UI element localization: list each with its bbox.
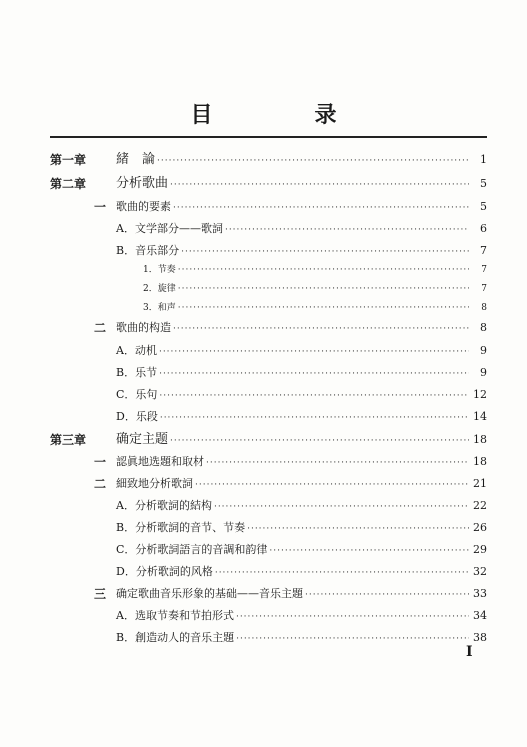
- toc-entry-title: 3．和声: [143, 303, 176, 313]
- toc-entry-title: D．乐段: [116, 410, 158, 423]
- toc-entry-page: 7: [480, 244, 487, 257]
- dot-leader: [236, 607, 469, 627]
- toc-entry-title: A．文学部分——歌詞: [116, 222, 223, 235]
- dot-leader: [195, 475, 469, 495]
- toc-entry-page: 5: [480, 177, 487, 190]
- toc-entry-title: 2．旋律: [143, 284, 176, 294]
- toc-entry-page: 21: [473, 477, 487, 490]
- toc-entry-page: 18: [473, 433, 487, 446]
- toc-entry: [0, 279, 527, 299]
- toc-entry: [0, 452, 527, 472]
- dot-leader: [181, 242, 469, 262]
- dot-leader: [160, 408, 469, 428]
- toc-entry: [0, 241, 527, 261]
- dot-leader: [157, 151, 469, 171]
- toc-entry: [0, 260, 527, 280]
- dot-leader: [305, 585, 469, 605]
- toc-entry: [0, 219, 527, 239]
- toc-entry: [0, 174, 527, 194]
- toc-entry: [0, 584, 527, 604]
- toc-entry-number: 二: [93, 321, 106, 335]
- dot-leader: [215, 563, 469, 583]
- toc-entry-title: 确定主题: [116, 432, 169, 447]
- toc-entry: [0, 496, 527, 516]
- toc-entry-title: 分析歌曲: [116, 176, 169, 191]
- toc-entry-title: 1．节奏: [143, 265, 176, 275]
- toc-entry: [0, 518, 527, 538]
- toc-entry-page: 9: [480, 366, 487, 379]
- toc-entry-page: 33: [473, 587, 487, 600]
- toc-entry: [0, 474, 527, 494]
- toc-entry-title: B．分析歌詞的音节、节奏: [116, 521, 246, 534]
- toc-entry-number: 一: [93, 200, 106, 214]
- toc-entry-page: 1: [480, 153, 487, 166]
- toc-entry-title: 緒 論: [116, 152, 156, 167]
- toc-entry-title: 歌曲的构造: [116, 321, 171, 334]
- dot-leader: [269, 541, 469, 561]
- toc-entry: [0, 341, 527, 361]
- dot-leader: [178, 260, 469, 280]
- toc-entry-number: 一: [93, 455, 106, 469]
- toc-entry-title: A．分析歌詞的結构: [116, 499, 212, 512]
- page-number: I: [466, 644, 473, 660]
- dot-leader: [173, 319, 469, 339]
- dot-leader: [247, 519, 469, 539]
- toc-entry-number: 第三章: [50, 433, 87, 447]
- toc-entry-title: 細致地分析歌詞: [116, 477, 193, 490]
- dot-leader: [159, 386, 469, 406]
- toc-entry: [0, 318, 527, 338]
- toc-entry-title: B．音乐部分: [116, 244, 180, 257]
- toc-entry: [0, 363, 527, 383]
- dot-leader: [159, 364, 469, 384]
- toc-entry: [0, 298, 527, 318]
- toc-entry-page: 8: [481, 303, 487, 313]
- toc-entry-title: 歌曲的要素: [116, 200, 171, 213]
- toc-entry-page: 7: [481, 284, 487, 294]
- toc-entry-page: 34: [473, 609, 487, 622]
- dot-leader: [178, 298, 469, 318]
- dot-leader: [159, 342, 469, 362]
- toc-entry-title: A．选取节奏和节拍形式: [116, 609, 234, 622]
- toc-entry: [0, 540, 527, 560]
- toc-entry-page: 6: [480, 222, 487, 235]
- toc-entry-page: 29: [473, 543, 487, 556]
- toc-entry-page: 32: [473, 565, 487, 578]
- toc-entry-page: 22: [473, 499, 487, 512]
- toc-entry-number: 二: [93, 477, 106, 491]
- page-title: 目 录: [190, 103, 377, 128]
- toc-entry-number: 三: [93, 587, 106, 601]
- toc-entry-page: 8: [480, 321, 487, 334]
- toc-entry: [0, 430, 527, 450]
- toc-entry: [0, 562, 527, 582]
- toc-entry-page: 26: [473, 521, 487, 534]
- dot-leader: [178, 279, 469, 299]
- toc-entry-title: B．創造动人的音乐主題: [116, 631, 235, 644]
- toc-entry-title: A．动机: [116, 344, 157, 357]
- dot-leader: [236, 629, 469, 649]
- dot-leader: [170, 431, 469, 451]
- toc-entry: [0, 628, 527, 648]
- dot-leader: [225, 220, 469, 240]
- toc-entry: [0, 197, 527, 217]
- toc-entry: [0, 385, 527, 405]
- dot-leader: [173, 198, 469, 218]
- toc-entry-page: 14: [473, 410, 487, 423]
- toc-entry: [0, 606, 527, 626]
- toc-entry-title: B．乐节: [116, 366, 158, 379]
- toc-entry-title: C．分析歌詞語言的音調和韵律: [116, 543, 268, 556]
- toc-entry-page: 5: [480, 200, 487, 213]
- toc-entry-page: 38: [473, 631, 487, 644]
- toc-entry-title: 确定歌曲音乐形象的基础——音乐主題: [116, 587, 303, 600]
- toc-entry-page: 18: [473, 455, 487, 468]
- toc-entry-number: 第二章: [50, 177, 87, 191]
- toc-entry-title: D．分析歌詞的风格: [116, 565, 213, 578]
- toc-entry-title: 認眞地选題和取材: [116, 455, 204, 468]
- title-rule: [50, 136, 487, 138]
- toc-entry: [0, 150, 527, 170]
- toc-entry-number: 第一章: [50, 153, 87, 167]
- dot-leader: [170, 175, 469, 195]
- toc-entry-page: 7: [481, 265, 487, 275]
- toc-entry-page: 9: [480, 344, 487, 357]
- toc-entry-title: C．乐句: [116, 388, 158, 401]
- dot-leader: [214, 497, 469, 517]
- dot-leader: [206, 453, 469, 473]
- toc-entry: [0, 407, 527, 427]
- toc-entry-page: 12: [473, 388, 487, 401]
